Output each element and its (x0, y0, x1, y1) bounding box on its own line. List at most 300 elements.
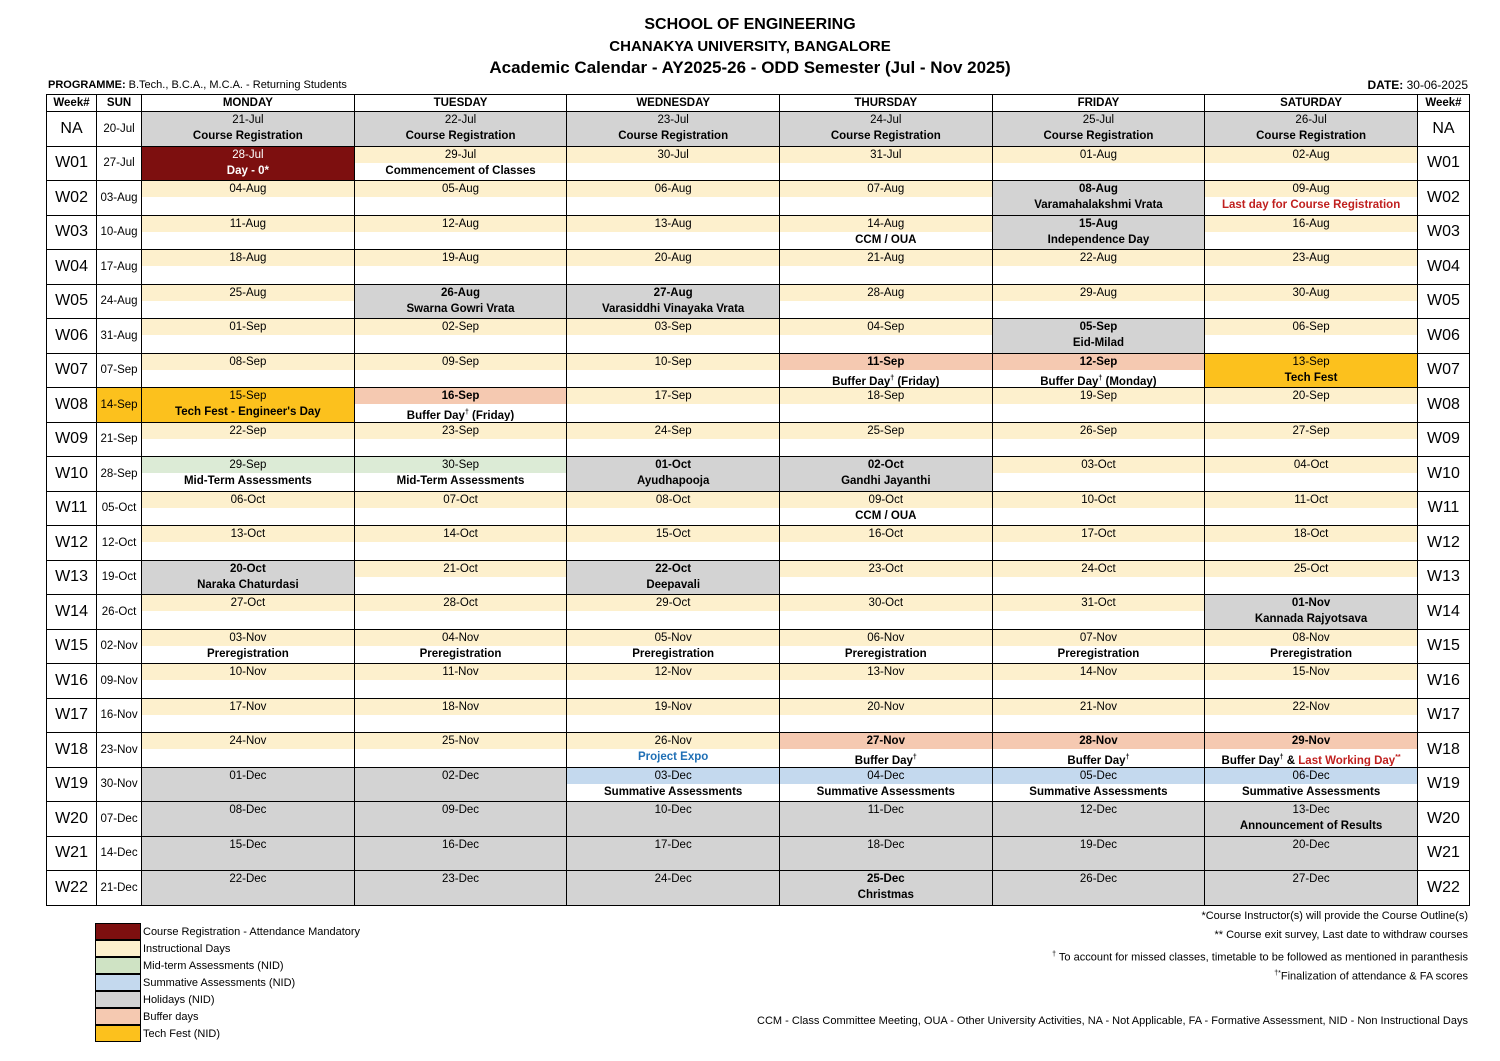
day-cell-thursday (779, 595, 992, 630)
day-cell-tuesday (354, 319, 567, 354)
event-suffix: (Friday) (894, 375, 940, 387)
week-number: W22 (47, 871, 97, 906)
day-cell-tuesday (354, 629, 567, 664)
col-monday: MONDAY (142, 95, 355, 112)
day-event (780, 197, 992, 214)
day-cell-friday (992, 871, 1205, 906)
event-text: Course Registration (1043, 130, 1154, 142)
day-event (1205, 232, 1417, 249)
day-date: 19-Dec (1079, 838, 1117, 851)
day-date: 16-Dec (441, 838, 480, 851)
day-event (142, 784, 354, 801)
event-text: Preregistration (206, 647, 289, 660)
day-cell-wednesday (567, 112, 780, 147)
day-cell-thursday (779, 112, 992, 147)
event-text: Course Registration (830, 130, 941, 142)
day-date: 17-Dec (654, 838, 692, 851)
legend-label: Course Registration - Attendance Mandatory (143, 925, 361, 938)
week-row (47, 595, 1470, 630)
day-date: 18-Nov (355, 699, 567, 715)
day-event (142, 301, 354, 318)
day-event (567, 818, 779, 835)
day-cell-tuesday (354, 491, 567, 526)
day-date: 24-Nov (142, 733, 354, 749)
day-date: 22-Jul (444, 114, 477, 126)
day-date: 01-Dec (229, 769, 267, 782)
day-date: 07-Aug (780, 181, 992, 197)
day-date: 03-Nov (142, 630, 354, 646)
week-number-right: W18 (1417, 733, 1469, 768)
day-date: 11-Nov (355, 664, 567, 680)
day-date: 12-Nov (567, 664, 779, 680)
week-row (47, 836, 1470, 871)
day-event (993, 611, 1205, 628)
date-label: DATE: (1367, 78, 1404, 92)
col-week: Week# (47, 95, 97, 112)
day-event (142, 853, 354, 870)
day-event (567, 784, 779, 801)
sunday-date: 09-Nov (97, 664, 142, 699)
day-event (993, 335, 1205, 352)
day-date: 28-Oct (355, 595, 567, 611)
week-number-right: W15 (1417, 629, 1469, 664)
day-event (993, 439, 1205, 456)
legend-swatch (95, 940, 141, 957)
day-event (993, 542, 1205, 559)
day-cell-monday (142, 457, 355, 492)
day-date: 15-Dec (229, 838, 267, 851)
legend-label: Instructional Days (143, 942, 231, 955)
event-text: Buffer Day (1221, 754, 1280, 766)
day-event (993, 197, 1205, 214)
legend-item (95, 923, 360, 940)
day-cell-saturday (1205, 698, 1418, 733)
day-cell-tuesday (354, 146, 567, 181)
day-cell-monday (142, 698, 355, 733)
week-row (47, 629, 1470, 664)
day-cell-monday (142, 388, 355, 423)
day-event (567, 301, 779, 318)
day-date: 22-Nov (1205, 699, 1417, 715)
event-text: Deepavali (646, 578, 701, 591)
day-cell-thursday (779, 319, 992, 354)
week-number: W07 (47, 353, 97, 388)
day-cell-saturday (1205, 250, 1418, 285)
day-date: 15-Aug (1078, 217, 1118, 230)
sunday-date: 12-Oct (97, 526, 142, 561)
legend-label: Buffer days (143, 1010, 199, 1023)
day-date: 29-Aug (993, 285, 1205, 301)
day-event (355, 439, 567, 456)
day-cell-friday (992, 250, 1205, 285)
event-text: Commencement of Classes (385, 164, 536, 177)
day-event (1205, 439, 1417, 456)
day-cell-monday (142, 112, 355, 147)
day-cell-tuesday (354, 112, 567, 147)
legend-swatch (95, 1008, 141, 1025)
day-date: 22-Oct (655, 562, 692, 575)
week-number: W17 (47, 698, 97, 733)
date-line (1368, 78, 1469, 92)
day-cell-wednesday (567, 698, 780, 733)
day-cell-monday (142, 526, 355, 561)
event-text: Ayudhapooja (636, 475, 710, 487)
day-cell-thursday (779, 733, 992, 768)
col-friday: FRIDAY (992, 95, 1205, 112)
day-cell-wednesday (567, 871, 780, 906)
legend-label: Holidays (NID) (143, 993, 215, 1006)
day-date: 01-Nov (1291, 597, 1331, 609)
week-number-right: W11 (1417, 491, 1469, 526)
day-event (780, 818, 992, 835)
event-text: Buffer Day (1067, 754, 1126, 766)
day-date: 25-Jul (1082, 114, 1115, 126)
day-event (142, 887, 354, 904)
event-mark: † (912, 754, 917, 761)
week-row (47, 767, 1470, 802)
col-sunday: SUN (97, 95, 142, 112)
day-event (142, 335, 354, 352)
legend-swatch (95, 1025, 141, 1042)
sunday-date: 23-Nov (97, 733, 142, 768)
day-date: 22-Dec (229, 873, 267, 885)
sunday-date: 24-Aug (97, 284, 142, 319)
day-date: 25-Sep (780, 423, 992, 439)
day-date: 09-Oct (780, 492, 992, 508)
day-cell-monday (142, 836, 355, 871)
day-date: 25-Oct (1205, 561, 1417, 577)
day-event (780, 577, 992, 594)
day-event (567, 404, 779, 421)
day-cell-friday (992, 836, 1205, 871)
day-event (567, 715, 779, 732)
day-date: 20-Dec (1292, 838, 1330, 851)
event-text: Summative Assessments (816, 785, 955, 798)
sunday-date: 27-Jul (97, 146, 142, 181)
day-event (355, 508, 567, 525)
day-cell-thursday (779, 526, 992, 561)
week-number-right: W19 (1417, 767, 1469, 802)
sunday-date: 28-Sep (97, 457, 142, 492)
day-date: 13-Nov (780, 664, 992, 680)
day-date: 29-Jul (355, 147, 567, 163)
day-event (142, 508, 354, 525)
event-text: Project Expo (638, 751, 709, 763)
day-cell-thursday (779, 146, 992, 181)
week-number-right: W08 (1417, 388, 1469, 423)
day-date: 20-Sep (1205, 388, 1417, 404)
day-cell-tuesday (354, 733, 567, 768)
footnote (1052, 964, 1468, 983)
week-number: W03 (47, 215, 97, 250)
programme-label: PROGRAMME: (48, 79, 126, 91)
event-text: Course Registration (1256, 130, 1367, 142)
day-event (1205, 611, 1417, 628)
day-cell-thursday (779, 353, 992, 388)
calendar-title: Academic Calendar - AY2025-26 - ODD Semester (Jul - Nov 2025) (489, 58, 1011, 77)
event-text: Preregistration (632, 647, 715, 660)
day-event (1205, 818, 1417, 835)
day-event (1205, 542, 1417, 559)
event-text: Course Registration (192, 130, 303, 142)
day-event (567, 577, 779, 594)
day-event (993, 818, 1205, 835)
day-date: 05-Nov (567, 630, 779, 646)
day-date: 14-Oct (355, 526, 567, 542)
day-date: 29-Nov (1205, 733, 1417, 749)
day-date: 23-Jul (657, 114, 689, 126)
day-date: 24-Jul (870, 114, 902, 126)
day-cell-friday (992, 388, 1205, 423)
day-cell-saturday (1205, 215, 1418, 250)
day-cell-wednesday (567, 526, 780, 561)
day-cell-monday (142, 146, 355, 181)
day-cell-tuesday (354, 215, 567, 250)
day-date: 21-Nov (993, 699, 1205, 715)
day-cell-saturday (1205, 284, 1418, 319)
week-row (47, 353, 1470, 388)
day-cell-tuesday (354, 560, 567, 595)
day-date: 18-Dec (867, 838, 905, 851)
day-event (567, 335, 779, 352)
day-cell-wednesday (567, 802, 780, 837)
sunday-date: 21-Sep (97, 422, 142, 457)
day-cell-friday (992, 457, 1205, 492)
week-number-right: W17 (1417, 698, 1469, 733)
day-cell-friday (992, 215, 1205, 250)
day-date: 24-Sep (567, 423, 779, 439)
day-cell-tuesday (354, 767, 567, 802)
day-cell-wednesday (567, 319, 780, 354)
calendar-header-row (47, 95, 1470, 112)
day-date: 17-Sep (567, 388, 779, 404)
day-cell-saturday (1205, 353, 1418, 388)
day-cell-friday (992, 698, 1205, 733)
day-event (780, 404, 992, 421)
day-cell-wednesday (567, 491, 780, 526)
day-date: 20-Oct (229, 562, 266, 575)
day-cell-saturday (1205, 733, 1418, 768)
day-cell-wednesday (567, 767, 780, 802)
day-event (567, 163, 779, 180)
event-text: Buffer Day (1040, 375, 1099, 387)
day-cell-saturday (1205, 491, 1418, 526)
university-name: CHANAKYA UNIVERSITY, BANGALORE (609, 38, 891, 55)
week-row (47, 146, 1470, 181)
day-event (1205, 646, 1417, 663)
day-event (1205, 266, 1417, 283)
day-event (142, 232, 354, 249)
week-row (47, 664, 1470, 699)
event-text: Preregistration (1057, 647, 1140, 660)
week-number-right: W20 (1417, 802, 1469, 837)
day-date: 27-Oct (142, 595, 354, 611)
day-date: 08-Aug (1078, 183, 1118, 195)
week-number-right: W14 (1417, 595, 1469, 630)
day-cell-saturday (1205, 422, 1418, 457)
day-date: 23-Oct (780, 561, 992, 577)
day-event (1205, 301, 1417, 318)
event-text: Buffer Day (832, 375, 891, 387)
legend-swatch (95, 923, 141, 940)
day-event (355, 646, 567, 663)
day-date: 30-Sep (355, 457, 567, 473)
legend-item (95, 1008, 360, 1025)
day-cell-thursday (779, 457, 992, 492)
legend-label: Mid-term Assessments (NID) (143, 959, 284, 972)
day-date: 16-Sep (355, 388, 567, 404)
day-cell-saturday (1205, 836, 1418, 871)
day-event (993, 887, 1205, 904)
day-date: 13-Dec (1292, 804, 1330, 816)
day-event (993, 370, 1205, 387)
week-number-right: W06 (1417, 319, 1469, 354)
week-row (47, 526, 1470, 561)
sunday-date: 07-Dec (97, 802, 142, 837)
day-event (567, 749, 779, 766)
day-event (993, 473, 1205, 490)
day-event (567, 887, 779, 904)
day-cell-monday (142, 595, 355, 630)
day-event (567, 439, 779, 456)
day-cell-saturday (1205, 595, 1418, 630)
day-date: 06-Aug (567, 181, 779, 197)
sunday-date: 14-Dec (97, 836, 142, 871)
event-text: Summative Assessments (604, 785, 743, 798)
day-date: 14-Aug (780, 216, 992, 232)
day-cell-saturday (1205, 457, 1418, 492)
day-date: 25-Dec (866, 873, 905, 885)
week-number-right: W03 (1417, 215, 1469, 250)
day-cell-wednesday (567, 595, 780, 630)
day-event (1205, 404, 1417, 421)
day-cell-monday (142, 215, 355, 250)
day-date: 06-Nov (780, 630, 992, 646)
sunday-date: 19-Oct (97, 560, 142, 595)
day-cell-tuesday (354, 871, 567, 906)
day-date: 18-Sep (780, 388, 992, 404)
day-event (355, 335, 567, 352)
day-date: 15-Sep (229, 390, 267, 402)
day-date: 31-Oct (993, 595, 1205, 611)
day-date: 26-Sep (993, 423, 1205, 439)
event-text: Preregistration (419, 647, 502, 660)
day-event (567, 611, 779, 628)
day-date: 23-Dec (441, 873, 480, 885)
event-text: Announcement of Results (1239, 820, 1383, 832)
day-event (142, 404, 354, 421)
day-event (142, 439, 354, 456)
legend-item (95, 974, 360, 991)
sunday-date: 14-Sep (97, 388, 142, 423)
day-cell-saturday (1205, 664, 1418, 699)
week-number-right: W07 (1417, 353, 1469, 388)
col-thursday: THURSDAY (779, 95, 992, 112)
day-cell-friday (992, 491, 1205, 526)
day-date: 06-Sep (1205, 319, 1417, 335)
day-cell-friday (992, 526, 1205, 561)
event-text: Varamahalakshmi Vrata (1034, 199, 1163, 211)
event-red-text: Last Working Day (1298, 754, 1396, 766)
day-event (567, 473, 779, 490)
week-number: W13 (47, 560, 97, 595)
sunday-date: 05-Oct (97, 491, 142, 526)
day-event (993, 646, 1205, 663)
day-event (1205, 473, 1417, 490)
day-event (780, 266, 992, 283)
day-date: 15-Nov (1205, 664, 1417, 680)
day-event (1205, 128, 1417, 145)
day-event (993, 784, 1205, 801)
legend-swatch (95, 974, 141, 991)
event-text: Tech Fest (1284, 371, 1338, 384)
day-cell-friday (992, 181, 1205, 216)
day-cell-friday (992, 595, 1205, 630)
day-date: 29-Sep (142, 457, 354, 473)
day-event (355, 197, 567, 214)
day-date: 20-Aug (567, 250, 779, 266)
day-event (355, 680, 567, 697)
week-row (47, 112, 1470, 147)
event-text: Course Registration (405, 130, 516, 142)
week-number-right: W01 (1417, 146, 1469, 181)
day-date: 24-Dec (654, 873, 692, 885)
week-number: W05 (47, 284, 97, 319)
week-number: W12 (47, 526, 97, 561)
day-date: 03-Oct (993, 457, 1205, 473)
week-number: W15 (47, 629, 97, 664)
day-date: 20-Nov (780, 699, 992, 715)
week-number: W14 (47, 595, 97, 630)
day-event (1205, 335, 1417, 352)
day-cell-wednesday (567, 629, 780, 664)
day-cell-wednesday (567, 215, 780, 250)
day-event (355, 784, 567, 801)
day-cell-saturday (1205, 802, 1418, 837)
day-cell-wednesday (567, 664, 780, 699)
day-date: 04-Oct (1205, 457, 1417, 473)
day-event (780, 887, 992, 904)
day-event (780, 163, 992, 180)
footnotes (1052, 907, 1468, 983)
day-cell-monday (142, 560, 355, 595)
day-event (567, 232, 779, 249)
day-date: 02-Oct (867, 459, 904, 471)
day-event (355, 715, 567, 732)
day-date: 08-Dec (229, 804, 267, 816)
day-date: 22-Sep (142, 423, 354, 439)
day-date: 08-Sep (142, 354, 354, 370)
week-number-right: W21 (1417, 836, 1469, 871)
day-date: 05-Aug (355, 181, 567, 197)
day-date: 02-Dec (441, 769, 480, 782)
day-event (993, 749, 1205, 766)
event-text: Buffer Day (406, 409, 465, 421)
day-cell-saturday (1205, 112, 1418, 147)
event-text: Varasiddhi Vinayaka Vrata (601, 302, 745, 315)
day-cell-thursday (779, 284, 992, 319)
day-event (780, 301, 992, 318)
week-number-right: W05 (1417, 284, 1469, 319)
day-date: 11-Oct (1205, 492, 1417, 508)
day-date: 28-Nov (993, 733, 1205, 749)
day-cell-thursday (779, 664, 992, 699)
day-date: 13-Oct (142, 526, 354, 542)
day-cell-monday (142, 181, 355, 216)
day-cell-saturday (1205, 319, 1418, 354)
event-text: Summative Assessments (1029, 785, 1168, 798)
day-cell-friday (992, 767, 1205, 802)
